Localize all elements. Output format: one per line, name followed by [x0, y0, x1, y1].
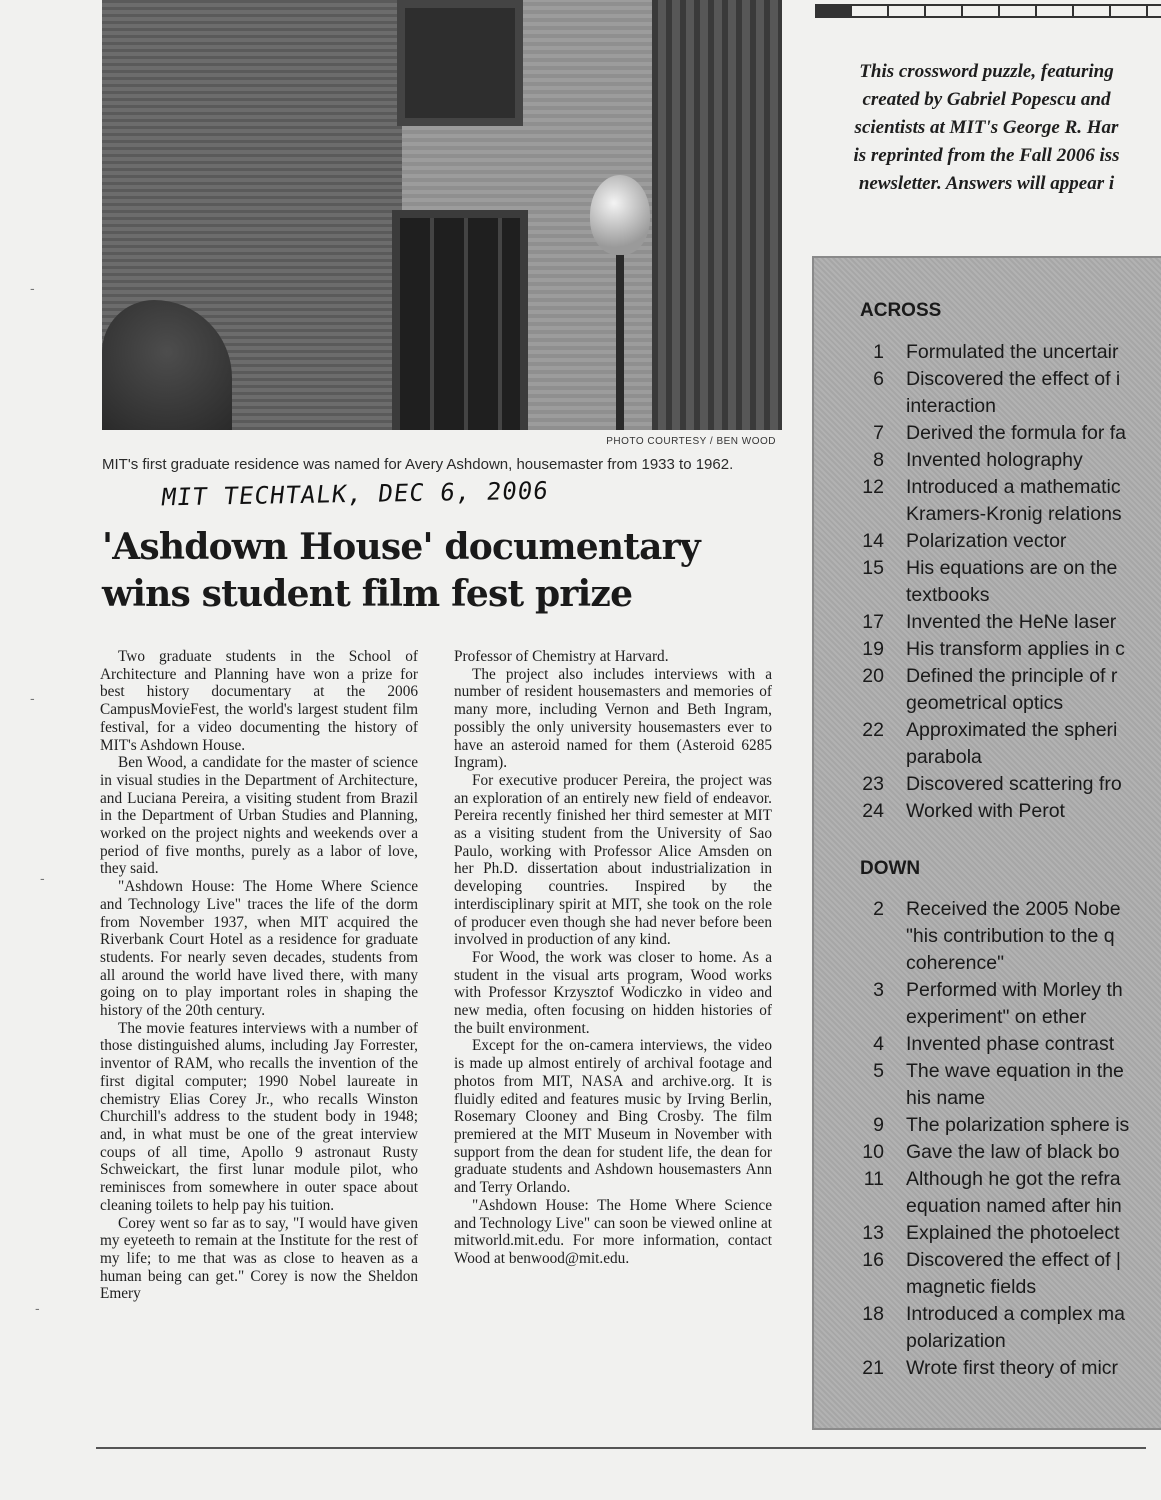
paragraph: The project also includes interviews with a number of resident housemasters and memories of many more, including Vernon and Beth Ingram, possibly the only university housemasters ever to have an asteroid named for them (Asteroid 6285 Ingram). [454, 665, 772, 772]
clue-down-11 [814, 1166, 1161, 1220]
margin-mark: - [40, 870, 45, 886]
crossword-clues-panel [812, 256, 1161, 1430]
clue-number: 4 [873, 1033, 884, 1055]
clue-text: Worked with Perot [906, 800, 1065, 822]
clue-number: 7 [873, 422, 884, 444]
clue-down-10 [814, 1139, 1161, 1166]
clue-text: Approximated the spheri parabola [906, 719, 1118, 768]
clue-text: Invented phase contrast [906, 1033, 1115, 1055]
clue-number: 8 [873, 449, 884, 471]
clue-across-23 [814, 771, 1161, 798]
article-headline: 'Ashdown House' documentary wins student film fest prize [102, 526, 700, 615]
clue-across-19 [814, 636, 1161, 663]
clue-down-3 [814, 977, 1161, 1031]
building-photo [102, 0, 782, 430]
clue-across-22 [814, 717, 1161, 771]
clue-number: 10 [862, 1141, 884, 1163]
clue-number: 9 [873, 1114, 884, 1136]
clue-number: 5 [873, 1060, 884, 1082]
clue-number: 22 [862, 719, 884, 741]
paragraph: For Wood, the work was closer to home. As a student in the visual arts program, Wood works with Professor Krzysztof Wodiczko in video and new media, often focusing on hidden histories of the built environment. [454, 948, 772, 1037]
photo-caption: MIT's first graduate residence was named for Avery Ashdown, housemaster from 1933 to 1962. [102, 456, 734, 473]
photo-credit: PHOTO COURTESY / BEN WOOD [606, 436, 776, 447]
clue-across-7 [814, 420, 1161, 447]
margin-mark: - [30, 280, 35, 296]
clue-text: His equations are on the textbooks [906, 557, 1118, 606]
clue-number: 19 [862, 638, 884, 660]
article-column-1 [100, 648, 418, 1303]
clue-down-4 [814, 1031, 1161, 1058]
intro-line: is reprinted from the Fall 2006 iss [853, 145, 1120, 166]
paragraph: For executive producer Pereira, the project was an exploration of an entirely new field of endeavor. Pereira recently finished her third semester at MIT as a visiting student from the University of Sao Paulo, working with Professor Alice Amsden on her Ph.D. dissertation about industrialization in developing countries. Inspired by the interdisciplinary spirit at MIT, she took on the role of producer even though she had never before been involved in production of any kind. [454, 771, 772, 949]
intro-line: scientists at MIT's George R. Har [854, 117, 1119, 138]
clue-number: 12 [862, 476, 884, 498]
clue-across-17 [814, 609, 1161, 636]
paragraph: Ben Wood, a candidate for the master of science in visual studies in the Department of Architecture, and Luciana Pereira, a visiting student from Brazil in the Department of Urban Studies and Planning, worked on the project nights and weekends over a period of five months, purely as a labor of love, they said. [100, 754, 418, 878]
clue-across-14 [814, 528, 1161, 555]
clue-across-20 [814, 663, 1161, 717]
grid-black-cell [815, 6, 850, 16]
clue-down-13 [814, 1220, 1161, 1247]
clue-across-15 [814, 555, 1161, 609]
clue-number: 6 [873, 368, 884, 390]
clue-text: Invented holography [906, 449, 1083, 471]
paragraph: Except for the on-camera interviews, the video is made up almost entirely of archival footage and photos from MIT, NASA and archive.org. It is fluidly edited and features music by Irving Berlin, Rosemary Clooney and Bing Crosby. The film premiered at the MIT Museum in November with support from the dean for student life, the dean for graduate students and Ashdown housemasters Ann and Terry Orlando. [454, 1037, 772, 1197]
clue-down-2 [814, 896, 1161, 977]
clue-down-16 [814, 1247, 1161, 1301]
across-clues [814, 339, 1161, 825]
intro-line: created by Gabriel Popescu and [862, 89, 1111, 110]
margin-mark: - [35, 1300, 40, 1316]
article-column-2 [454, 648, 772, 1268]
paragraph: "Ashdown House: The Home Where Science and Technology Live" traces the life of the dorm from November 1937, when MIT acquired the Riverbank Court Hotel as a residence for graduate students. For nearly seven decades, students from all around the world have lived there, with many going on to play important roles in shaping the history of the 20th century. [100, 878, 418, 1020]
handwritten-source-note: MIT TECHTALK, DEC 6, 2006 [159, 476, 551, 512]
paragraph-continuation: Professor of Chemistry at Harvard. [454, 648, 669, 665]
clue-text: Invented the HeNe laser [906, 611, 1117, 633]
photo-fire-escape [652, 0, 782, 430]
clue-number: 24 [862, 800, 884, 822]
clue-text: Discovered scattering fro [906, 773, 1122, 795]
clue-down-18 [814, 1301, 1161, 1355]
paragraph: "Ashdown House: The Home Where Science and Technology Live" can soon be viewed online at mitworld.mit.edu. For more information, contact Wood at benwood@mit.edu. [454, 1196, 772, 1267]
paragraph: Corey went so far as to say, "I would have given my eyeteeth to remain at the Institute for the rest of my life; to me that was as close to heaven as a human being can get." Corey is now the Sheldon Emery [100, 1214, 418, 1303]
down-clues [814, 896, 1161, 1382]
clue-number: 1 [873, 341, 884, 363]
clue-text: Explained the photoelect [906, 1222, 1120, 1244]
crossword-grid-edge [815, 4, 1161, 18]
clue-number: 18 [862, 1303, 884, 1325]
clue-down-9 [814, 1112, 1161, 1139]
clue-text: Gave the law of black bo [906, 1141, 1120, 1163]
clue-down-21 [814, 1355, 1161, 1382]
clue-down-5 [814, 1058, 1161, 1112]
clue-text: Polarization vector [906, 530, 1067, 552]
photo-lamp-pole [616, 250, 624, 430]
clue-text: Performed with Morley th experiment" on ether [906, 979, 1123, 1028]
intro-line: newsletter. Answers will appear i [858, 173, 1115, 194]
paragraph: The movie features interviews with a number of those distinguished alums, including Jay Forrester, inventor of RAM, who recalls the invention of the first digital computer; 1990 Nobel laureate in chemistry Elias Corey Jr., who recalls Winston Churchill's address to the student body in 1948; and, in what must be one of the great interview coups of all time, Apollo 9 astronaut Rusty Schweickart, the first lunar module pilot, who reminisces from somewhere in outer space about cleaning toilets to help pay his tuition. [100, 1019, 418, 1214]
clue-number: 13 [862, 1222, 884, 1244]
clue-number: 16 [862, 1249, 884, 1271]
clue-text: Formulated the uncertair [906, 341, 1119, 363]
margin-mark: - [30, 690, 35, 706]
clue-number: 15 [862, 557, 884, 579]
clue-text: Defined the principle of r geometrical optics [906, 665, 1118, 714]
clue-text: Discovered the effect of i interaction [906, 368, 1121, 417]
bottom-rule [96, 1447, 1146, 1449]
clue-number: 14 [862, 530, 884, 552]
clue-text: Received the 2005 Nobe "his contribution to the q coherence" [906, 898, 1121, 974]
down-title: DOWN [860, 858, 921, 879]
clue-text: Introduced a complex ma polarization [906, 1303, 1125, 1352]
clue-number: 23 [862, 773, 884, 795]
clue-text: Although he got the refra equation named after hin [906, 1168, 1122, 1217]
clue-number: 11 [863, 1168, 884, 1190]
clue-text: Discovered the effect of | magnetic fields [906, 1249, 1121, 1298]
photo-upper-window [397, 0, 523, 126]
clue-text: The wave equation in the his name [906, 1060, 1124, 1109]
across-title: ACROSS [860, 300, 942, 321]
clue-across-8 [814, 447, 1161, 474]
clue-number: 2 [873, 898, 884, 920]
clue-across-24 [814, 798, 1161, 825]
crossword-intro [812, 58, 1161, 208]
clue-text: Introduced a mathematic Kramers-Kronig relations [906, 476, 1122, 525]
clue-text: Derived the formula for fa [906, 422, 1127, 444]
photo-lower-window [392, 210, 528, 430]
clue-number: 17 [862, 611, 884, 633]
clue-text: Wrote first theory of micr [906, 1357, 1119, 1379]
clue-text: His transform applies in c [906, 638, 1125, 660]
clue-across-6 [814, 366, 1161, 420]
intro-line: This crossword puzzle, featuring [859, 61, 1114, 82]
clue-number: 3 [873, 979, 884, 1001]
clue-across-12 [814, 474, 1161, 528]
clue-text: The polarization sphere is [906, 1114, 1130, 1136]
clue-number: 21 [862, 1357, 884, 1379]
photo-lamp-globe [590, 175, 650, 255]
paragraph: Two graduate students in the School of Architecture and Planning have won a prize for best history documentary at the 2006 CampusMovieFest, the world's largest student film festival, for a video documenting the history of MIT's Ashdown House. [100, 648, 418, 754]
clue-across-1 [814, 339, 1161, 366]
clue-number: 20 [862, 665, 884, 687]
